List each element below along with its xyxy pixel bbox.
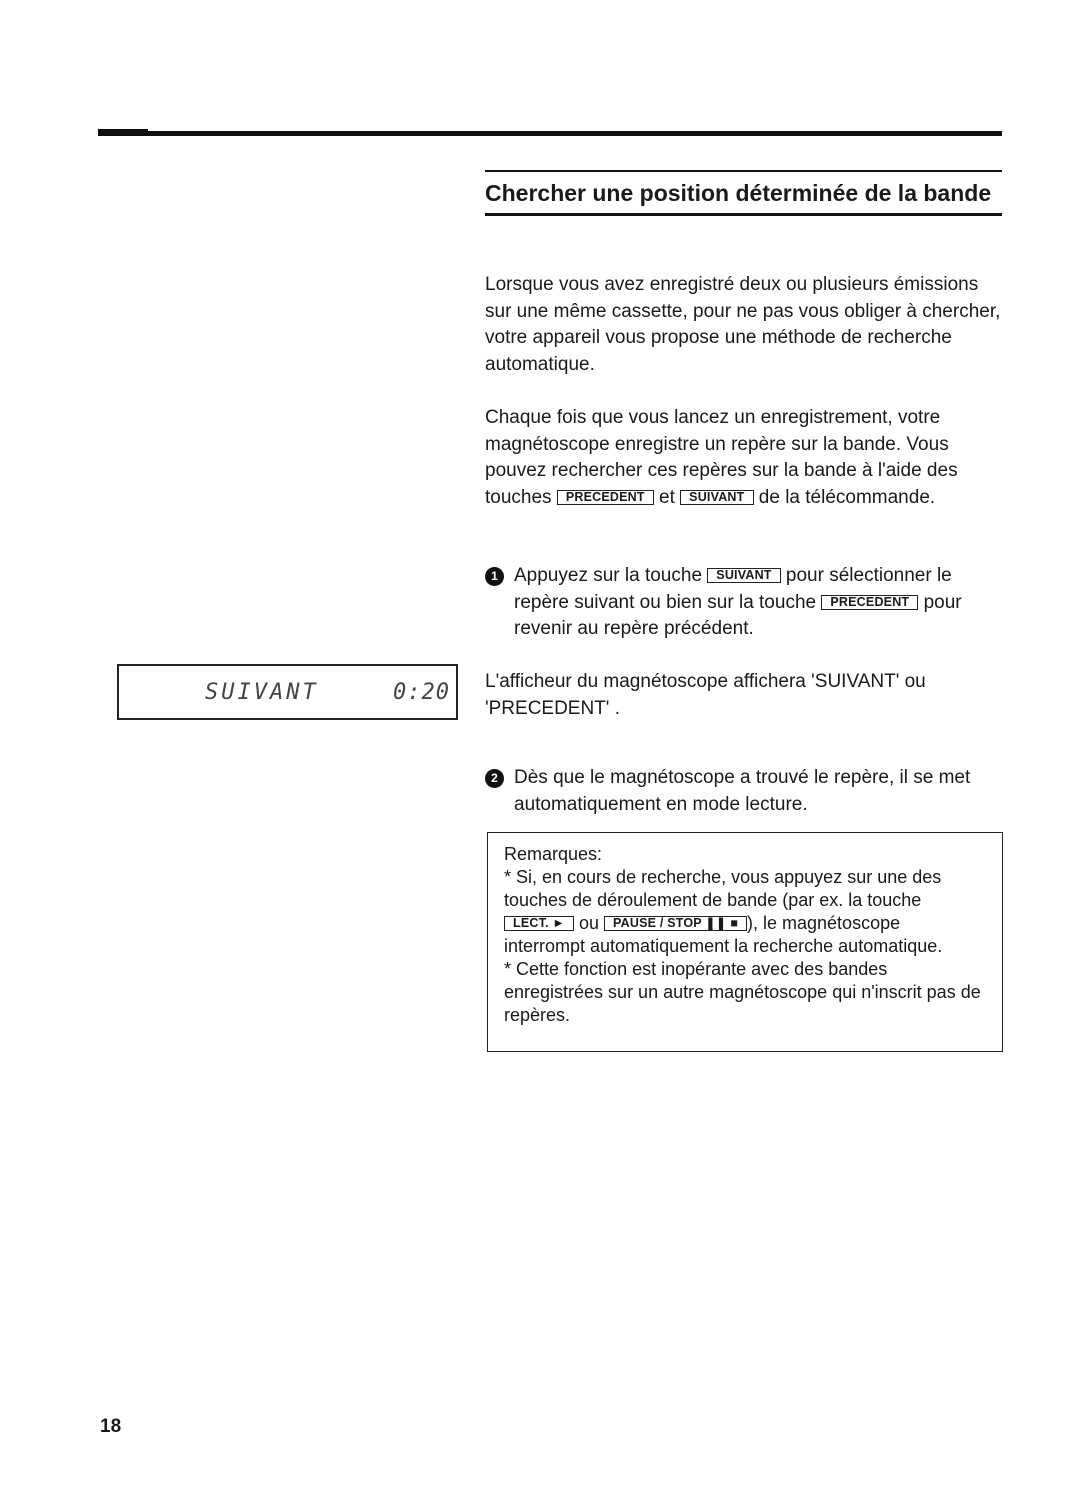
notes-box	[487, 832, 1003, 1052]
vcr-display-text: SUIVANT	[205, 680, 319, 705]
note-1	[504, 866, 984, 958]
key-precedent-step: PRECEDENT	[821, 595, 918, 610]
step-number-1: 1	[485, 567, 504, 586]
note-1-end: ), le magnétoscope interrompt automatiquement la recherche automatique.	[504, 913, 943, 956]
page-number: 18	[100, 1416, 122, 1437]
intro-paragraph-1: Lorsque vous avez enregistré deux ou plusieurs émissions sur une même cassette, pour ne pas vous obliger à chercher, votre appareil vous propose une méthode de recherche automatique.	[485, 274, 1001, 375]
display-note: L'afficheur du magnétoscope affichera 'SUIVANT' ou 'PRECEDENT' .	[485, 671, 926, 719]
step-1-mid: pour sélectionner le repère suivant ou bien sur la touche	[514, 565, 952, 613]
step-1-text	[514, 563, 1005, 643]
step-1-start: Appuyez sur la touche	[514, 565, 703, 586]
key-lect: LECT. ►	[504, 916, 574, 931]
key-suivant-step: SUIVANT	[707, 568, 780, 583]
step-number-2: 2	[485, 769, 504, 788]
intro-paragraph-2	[485, 405, 1005, 511]
section-title: Chercher une position déterminée de la bande	[485, 170, 1002, 216]
step-1-end: pour revenir au repère précédent.	[514, 591, 962, 639]
note-1-mid: ou	[578, 913, 600, 933]
top-rule	[98, 131, 1002, 136]
intro-p2-end: de la télécommande.	[758, 486, 936, 508]
key-pause-stop: PAUSE / STOP ❚❚ ■	[604, 916, 747, 931]
vcr-display	[117, 664, 458, 720]
step-2	[485, 765, 1005, 818]
step-1	[485, 563, 1005, 643]
note-1-start: * Si, en cours de recherche, vous appuyez sur une des touches de déroulement de bande (par ex. la touche	[504, 867, 942, 910]
intro-p2-mid: et	[659, 486, 675, 508]
intro-p2-start: Chaque fois que vous lancez un enregistrement, votre magnétoscope enregistre un repère sur la bande. Vous pouvez rechercher ces repères sur la bande à l'aide des touches	[485, 407, 958, 508]
top-rule-accent	[98, 129, 148, 136]
step-2-text: Dès que le magnétoscope a trouvé le repère, il se met automatiquement en mode lecture.	[514, 767, 971, 815]
vcr-display-time: 0:20	[393, 680, 450, 705]
note-2: * Cette fonction est inopérante avec des bandes enregistrées sur un autre magnétoscope qui n'inscrit pas de repères.	[504, 959, 981, 1025]
key-suivant: SUIVANT	[680, 490, 753, 505]
notes-heading: Remarques:	[504, 844, 603, 864]
key-precedent: PRECEDENT	[557, 490, 654, 505]
